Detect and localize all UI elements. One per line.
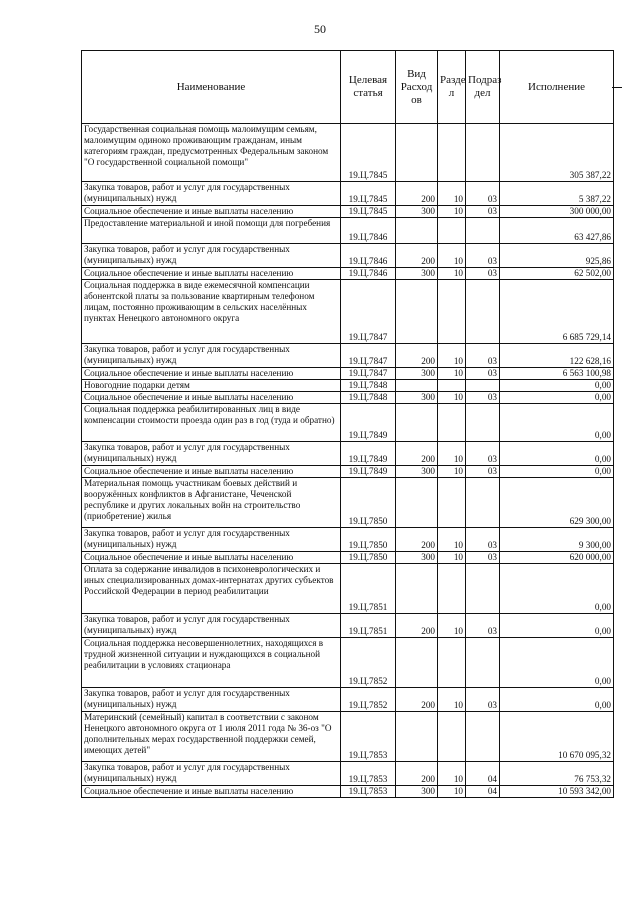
cell-execution: 0,00 [500,638,614,688]
cell-expense-type [396,404,438,442]
cell-section: 10 [438,688,466,712]
cell-execution: 10 670 095,32 [500,712,614,762]
table-header-row [82,51,614,124]
cell-expense-type: 200 [396,344,438,368]
cell-target-article: 19.Ц.7846 [341,268,396,280]
cell-target-article: 19.Ц.7850 [341,528,396,552]
cell-subsection [466,638,500,688]
cell-expense-type: 200 [396,442,438,466]
cell-target-article: 19.Ц.7849 [341,466,396,478]
cell-execution: 76 753,32 [500,762,614,786]
cell-section: 10 [438,244,466,268]
cell-target-article: 19.Ц.7848 [341,392,396,404]
cell-name: Закупка товаров, работ и услуг для государственных (муниципальных) нужд [82,182,341,206]
cell-execution: 629 300,00 [500,478,614,528]
cell-execution: 63 427,86 [500,218,614,244]
cell-name: Социальная поддержка реабилитированных лиц в виде компенсации стоимости проезда один раз в год (туда и обратно) [82,404,341,442]
cell-execution: 5 387,22 [500,182,614,206]
cell-execution: 300 000,00 [500,206,614,218]
cell-name: Социальное обеспечение и иные выплаты населению [82,268,341,280]
cell-target-article: 19.Ц.7846 [341,218,396,244]
cell-execution: 0,00 [500,564,614,614]
table-row [82,478,614,528]
cell-expense-type: 300 [396,786,438,798]
cell-expense-type [396,218,438,244]
cell-expense-type [396,712,438,762]
cell-name: Социальное обеспечение и иные выплаты населению [82,466,341,478]
cell-name: Социальное обеспечение и иные выплаты населению [82,392,341,404]
cell-section [438,478,466,528]
cell-subsection: 04 [466,762,500,786]
cell-target-article: 19.Ц.7852 [341,638,396,688]
cell-target-article: 19.Ц.7853 [341,762,396,786]
cell-target-article: 19.Ц.7851 [341,564,396,614]
cell-subsection: 03 [466,244,500,268]
cell-expense-type: 200 [396,244,438,268]
cell-subsection: 03 [466,528,500,552]
table-row [82,442,614,466]
cell-subsection: 03 [466,466,500,478]
table-row [82,712,614,762]
cell-name: Закупка товаров, работ и услуг для государственных (муниципальных) нужд [82,442,341,466]
cell-execution: 122 628,16 [500,344,614,368]
table-row [82,380,614,392]
cell-expense-type [396,564,438,614]
header-execution: Исполнение [500,51,614,124]
cell-execution: 0,00 [500,466,614,478]
cell-section: 10 [438,466,466,478]
cell-execution: 9 300,00 [500,528,614,552]
cell-name: Социальная поддержка в виде ежемесячной компенсации абонентской платы за пользование квартирным телефоном лицам, постоянно проживающим в сельских населённых пунктах Ненецкого автономного округа [82,280,341,344]
cell-expense-type: 300 [396,206,438,218]
cell-target-article: 19.Ц.7847 [341,280,396,344]
cell-name: Новогодние подарки детям [82,380,341,392]
cell-section: 10 [438,268,466,280]
budget-execution-table [81,50,614,798]
cell-section: 10 [438,762,466,786]
cell-subsection: 03 [466,182,500,206]
cell-target-article: 19.Ц.7850 [341,478,396,528]
page-number: 50 [314,22,326,36]
cell-section: 10 [438,206,466,218]
cell-section [438,280,466,344]
cell-subsection: 03 [466,368,500,380]
cell-execution: 6 685 729,14 [500,280,614,344]
cell-name: Оплата за содержание инвалидов в психоневрологических и иных специализированных домах-интернатах других субъектов Российской Федерации в период реабилитации [82,564,341,614]
table-row [82,786,614,798]
cell-expense-type: 300 [396,552,438,564]
cell-execution: 0,00 [500,404,614,442]
cell-execution: 620 000,00 [500,552,614,564]
cell-section [438,712,466,762]
table-row [82,638,614,688]
table-row [82,206,614,218]
header-expense-type: Вид Расход ов [396,51,438,124]
cell-section: 10 [438,552,466,564]
table-row [82,218,614,244]
cell-section [438,404,466,442]
cell-name: Закупка товаров, работ и услуг для государственных (муниципальных) нужд [82,688,341,712]
cell-section [438,124,466,182]
cell-target-article: 19.Ц.7846 [341,244,396,268]
table-row [82,280,614,344]
cell-target-article: 19.Ц.7853 [341,786,396,798]
cell-execution: 62 502,00 [500,268,614,280]
table-row [82,688,614,712]
table-row [82,552,614,564]
cell-section [438,638,466,688]
cell-target-article: 19.Ц.7845 [341,182,396,206]
cell-execution: 925,86 [500,244,614,268]
table-row [82,244,614,268]
cell-section: 10 [438,614,466,638]
cell-execution: 6 563 100,98 [500,368,614,380]
header-subsection: Подраз дел [466,51,500,124]
cell-execution: 0,00 [500,380,614,392]
table-row [82,528,614,552]
cell-section: 10 [438,182,466,206]
cell-subsection [466,404,500,442]
cell-subsection: 03 [466,344,500,368]
cell-subsection: 03 [466,442,500,466]
cell-target-article: 19.Ц.7845 [341,206,396,218]
cell-subsection: 03 [466,552,500,564]
cell-expense-type [396,280,438,344]
cell-execution: 10 593 342,00 [500,786,614,798]
cell-section: 10 [438,786,466,798]
cell-name: Закупка товаров, работ и услуг для государственных (муниципальных) нужд [82,344,341,368]
cell-section: 10 [438,368,466,380]
cell-section: 10 [438,528,466,552]
cell-name: Закупка товаров, работ и услуг для государственных (муниципальных) нужд [82,614,341,638]
cell-subsection [466,564,500,614]
cell-execution: 305 387,22 [500,124,614,182]
cell-execution: 0,00 [500,614,614,638]
cell-subsection: 03 [466,688,500,712]
table-row [82,614,614,638]
table-row [82,762,614,786]
cell-subsection [466,124,500,182]
cell-expense-type: 200 [396,614,438,638]
cell-name: Социальное обеспечение и иные выплаты населению [82,552,341,564]
table-row [82,344,614,368]
cell-name: Закупка товаров, работ и услуг для государственных (муниципальных) нужд [82,244,341,268]
cell-name: Предоставление материальной и иной помощи для погребения [82,218,341,244]
cell-name: Государственная социальная помощь малоимущим семьям, малоимущим одиноко проживающим гражданам, иным категориям граждан, предусмотренных Федеральным законом "О государственной социальной помощи" [82,124,341,182]
table-row [82,124,614,182]
cell-subsection: 03 [466,614,500,638]
cell-name: Социальное обеспечение и иные выплаты населению [82,206,341,218]
table-row [82,368,614,380]
cell-target-article: 19.Ц.7853 [341,712,396,762]
table-body [82,124,614,798]
cell-subsection: 04 [466,786,500,798]
cell-subsection [466,478,500,528]
cell-subsection [466,280,500,344]
table-row [82,268,614,280]
cell-target-article: 19.Ц.7852 [341,688,396,712]
cell-name: Социальная поддержка несовершеннолетних, находящихся в трудной жизненной ситуации и нуждающихся в социальной реабилитации в условиях стационара [82,638,341,688]
cell-name: Материальная помощь участникам боевых действий и вооружённых конфликтов в Афганистане, Чеченской республике и других локальных войн на строительство (приобретение) жилья [82,478,341,528]
cell-subsection: 03 [466,206,500,218]
cell-name: Социальное обеспечение и иные выплаты населению [82,368,341,380]
cell-name: Материнский (семейный) капитал в соответствии с законом Ненецкого автономного округа от 1 июля 2011 года № 36-оз "О дополнительных мерах государственной поддержки семей, имеющих детей" [82,712,341,762]
cell-target-article: 19.Ц.7849 [341,404,396,442]
cell-target-article: 19.Ц.7845 [341,124,396,182]
cell-expense-type: 300 [396,466,438,478]
cell-subsection: 03 [466,268,500,280]
cell-target-article: 19.Ц.7847 [341,344,396,368]
cell-expense-type: 300 [396,368,438,380]
cell-expense-type: 300 [396,392,438,404]
cell-execution: 0,00 [500,688,614,712]
table-row [82,466,614,478]
cell-subsection [466,380,500,392]
cell-section [438,380,466,392]
cell-subsection: 03 [466,392,500,404]
table-row [82,404,614,442]
cell-section: 10 [438,344,466,368]
table-row [82,182,614,206]
cell-name: Закупка товаров, работ и услуг для государственных (муниципальных) нужд [82,762,341,786]
cell-name: Социальное обеспечение и иные выплаты населению [82,786,341,798]
cell-expense-type: 200 [396,762,438,786]
cell-expense-type: 200 [396,528,438,552]
cell-target-article: 19.Ц.7848 [341,380,396,392]
cell-expense-type: 300 [396,268,438,280]
header-section: Разде л [438,51,466,124]
cell-expense-type [396,478,438,528]
cell-section [438,564,466,614]
cell-expense-type: 200 [396,182,438,206]
cell-execution: 0,00 [500,392,614,404]
header-target-article: Целевая статья [341,51,396,124]
cell-section: 10 [438,442,466,466]
cell-target-article: 19.Ц.7851 [341,614,396,638]
table-row [82,392,614,404]
table-row [82,564,614,614]
header-name: Наименование [82,51,341,124]
cell-expense-type [396,124,438,182]
cell-target-article: 19.Ц.7850 [341,552,396,564]
cell-target-article: 19.Ц.7847 [341,368,396,380]
cell-expense-type: 200 [396,688,438,712]
cell-section [438,218,466,244]
cell-expense-type [396,638,438,688]
cell-subsection [466,218,500,244]
cell-name: Закупка товаров, работ и услуг для государственных (муниципальных) нужд [82,528,341,552]
cell-execution: 0,00 [500,442,614,466]
cell-section: 10 [438,392,466,404]
cell-target-article: 19.Ц.7849 [341,442,396,466]
cell-expense-type [396,380,438,392]
cell-subsection [466,712,500,762]
